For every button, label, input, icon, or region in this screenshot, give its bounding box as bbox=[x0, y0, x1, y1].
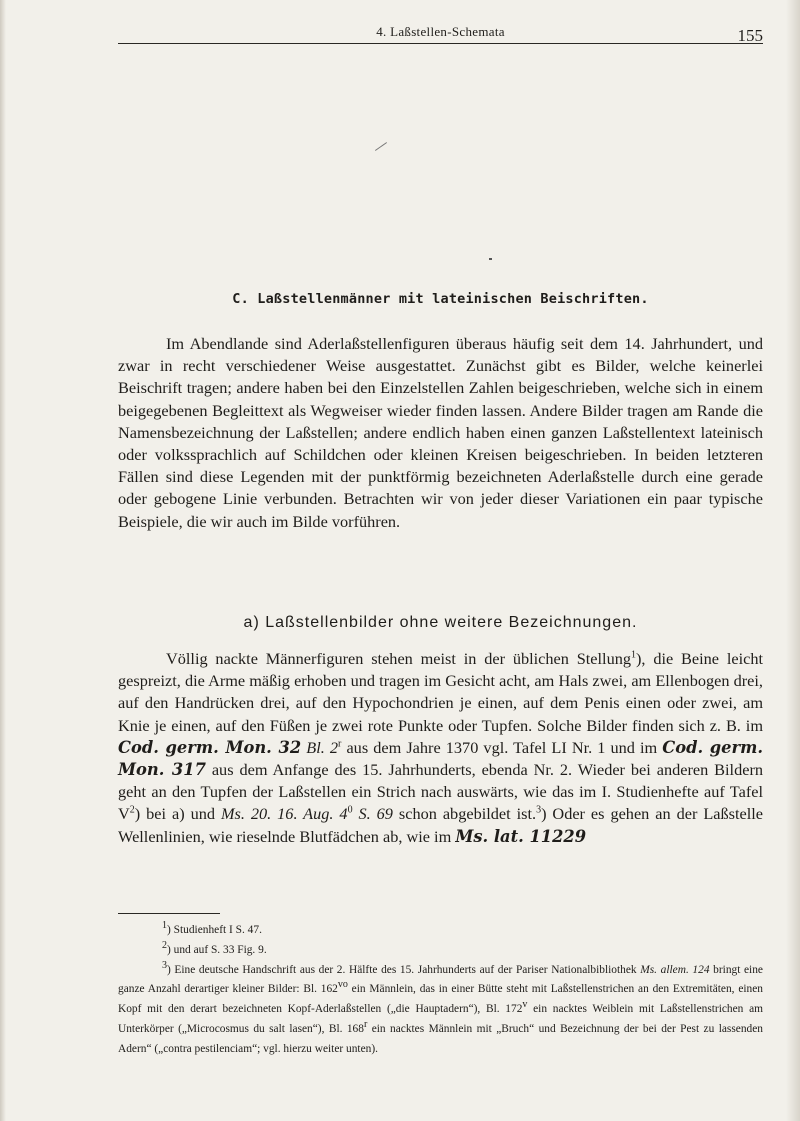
footnote-text: ein nacktes Männlein mit „Bruch“ und Bezeichnung der bei der Pest zu lassenden Adern“ („contra pestilenciam“; vgl. hierzu weiter unten). bbox=[118, 1022, 763, 1055]
text-run: aus dem Jahre 1370 vgl. Tafel LI Nr. 1 und im bbox=[341, 737, 663, 757]
footnote-text: bringt eine ganze Anzahl derartiger kleiner Bilder: Bl. 162 bbox=[118, 963, 763, 996]
running-head: 4. Laßstellen-Schemata bbox=[376, 24, 505, 39]
text-run: ), die Beine leicht gespreizt, die Arme mäßig erhoben und tragen im Gesicht acht, am Hals zwei, am Ellenbogen drei, auf den Handrücken drei, auf den Hypochondrien je einen, auf dem Penis einen oder zwei, am Knie je einen, auf den Füßen je zwei rote Punkte oder Tupfen. Solche Bilder finden sich z. B. im bbox=[118, 649, 763, 735]
page-header bbox=[118, 22, 763, 44]
paragraph-text bbox=[118, 648, 763, 848]
codex-reference: Cod. germ. Mon. 317 bbox=[118, 737, 764, 780]
paragraph-2 bbox=[118, 648, 763, 848]
page-edge-shadow bbox=[0, 0, 6, 1121]
page-number: 155 bbox=[737, 26, 763, 45]
superscript: vo bbox=[337, 979, 348, 991]
footnote-text: ) und auf S. 33 Fig. 9. bbox=[167, 943, 267, 956]
footnote-rule bbox=[118, 913, 220, 914]
superscript: r bbox=[363, 1019, 368, 1031]
section-heading: C. Laßstellenmänner mit lateinischen Beischriften. bbox=[232, 291, 649, 307]
text-run: ) Oder es gehen an der Laßstelle Wellenlinien, wie rieselnde Blutfädchen ab, wie im bbox=[118, 804, 763, 846]
page-reference: S. 69 bbox=[352, 804, 393, 824]
footnote-text: ) Eine deutsche Handschrift aus der 2. Hälfte des 15. Jahrhunderts auf der Pariser Nationalbibliothek bbox=[167, 963, 641, 976]
footnote-text: ein Männlein, das in einer Bütte steht mit Laßstellenstrichen an den Extremitäten, einen Kopf mit den derart bezeichneten Kopf-Aderlaßstellen („die Hauptadern“), Bl. 172 bbox=[118, 983, 763, 1016]
folio-reference: Bl. 2 bbox=[306, 737, 339, 757]
text-run: Völlig nackte Männerfiguren stehen meist in der üblichen Stellung bbox=[166, 649, 631, 668]
manuscript-reference: Ms. allem. 124 bbox=[640, 963, 710, 976]
footnote-mark: 2 bbox=[162, 940, 167, 951]
footnote-ref: 3 bbox=[536, 805, 542, 816]
text-run: ) bei a) und bbox=[134, 804, 221, 824]
manuscript-reference: Ms. 20. 16. Aug. 4 bbox=[220, 804, 348, 824]
page-edge-shadow bbox=[786, 0, 800, 1121]
footnote-ref: 1 bbox=[631, 649, 636, 661]
text-run: schon abgebildet ist. bbox=[392, 804, 537, 824]
paragraph-text: Im Abendlande sind Aderlaßstellenfiguren überaus häufig seit dem 14. Jahrhundert, und zwar in recht verschiedener Weise ausgestattet. Zunächst gibt es Bilder, welche keinerlei Beischrift tragen; andere haben bei den Einzelstellen Zahlen beigeschrieben, welche sich in einem beigegebenen Begleittext als Wegweiser wieder finden lassen. Andere Bilder tragen am Rande die Namensbezeichnung der Laßstellen; andere endlich haben einen ganzen Laßstellentext lateinisch oder volkssprachlich auf Schildchen oder kleinen Kreisen beigeschrieben. In beiden letzteren Fällen sind diese Legenden mit der punktförmig bezeichneten Aderlaßstelle durch eine gerade oder gebogene Linie verbunden. Betrachten wir von jeder dieser Variationen ein paar typische Beispiele, die wir auch im Bilde vorführen. bbox=[118, 334, 763, 531]
footnote-1 bbox=[118, 921, 763, 941]
pencil-mark bbox=[375, 142, 387, 151]
superscript: r bbox=[338, 738, 342, 750]
footnote-3 bbox=[118, 961, 763, 1060]
ink-speck bbox=[489, 258, 492, 260]
footnote-2 bbox=[118, 941, 763, 961]
footnotes bbox=[118, 921, 763, 1060]
superscript: 0 bbox=[347, 805, 353, 816]
codex-reference: Cod. germ. Mon. 32 bbox=[118, 737, 302, 757]
footnote-mark: 3 bbox=[162, 959, 167, 971]
paragraph-1 bbox=[118, 333, 763, 533]
footnote-mark: 1 bbox=[162, 920, 167, 932]
subsection-heading: a) Laßstellenbilder ohne weitere Bezeichnungen. bbox=[243, 614, 638, 631]
text-run: aus dem Anfange des 15. Jahrhunderts, ebenda Nr. 2. Wieder bei anderen Bildern geht an den Tupfen der Laßstellen ein Strich nach auswärts, wie das im I. Studienhefte auf Tafel V bbox=[118, 760, 764, 824]
footnote-text: ) Studienheft I S. 47. bbox=[167, 924, 262, 936]
header-rule bbox=[118, 43, 763, 44]
superscript: v bbox=[522, 999, 528, 1011]
footnote-text: ein nacktes Weiblein mit Laßstellenstrichen am Unterkörper („Microcosmus du salt lasen“), Bl. 168 bbox=[118, 1003, 764, 1035]
codex-reference: Ms. lat. 11229 bbox=[455, 826, 587, 846]
footnote-ref: 2 bbox=[129, 805, 135, 816]
